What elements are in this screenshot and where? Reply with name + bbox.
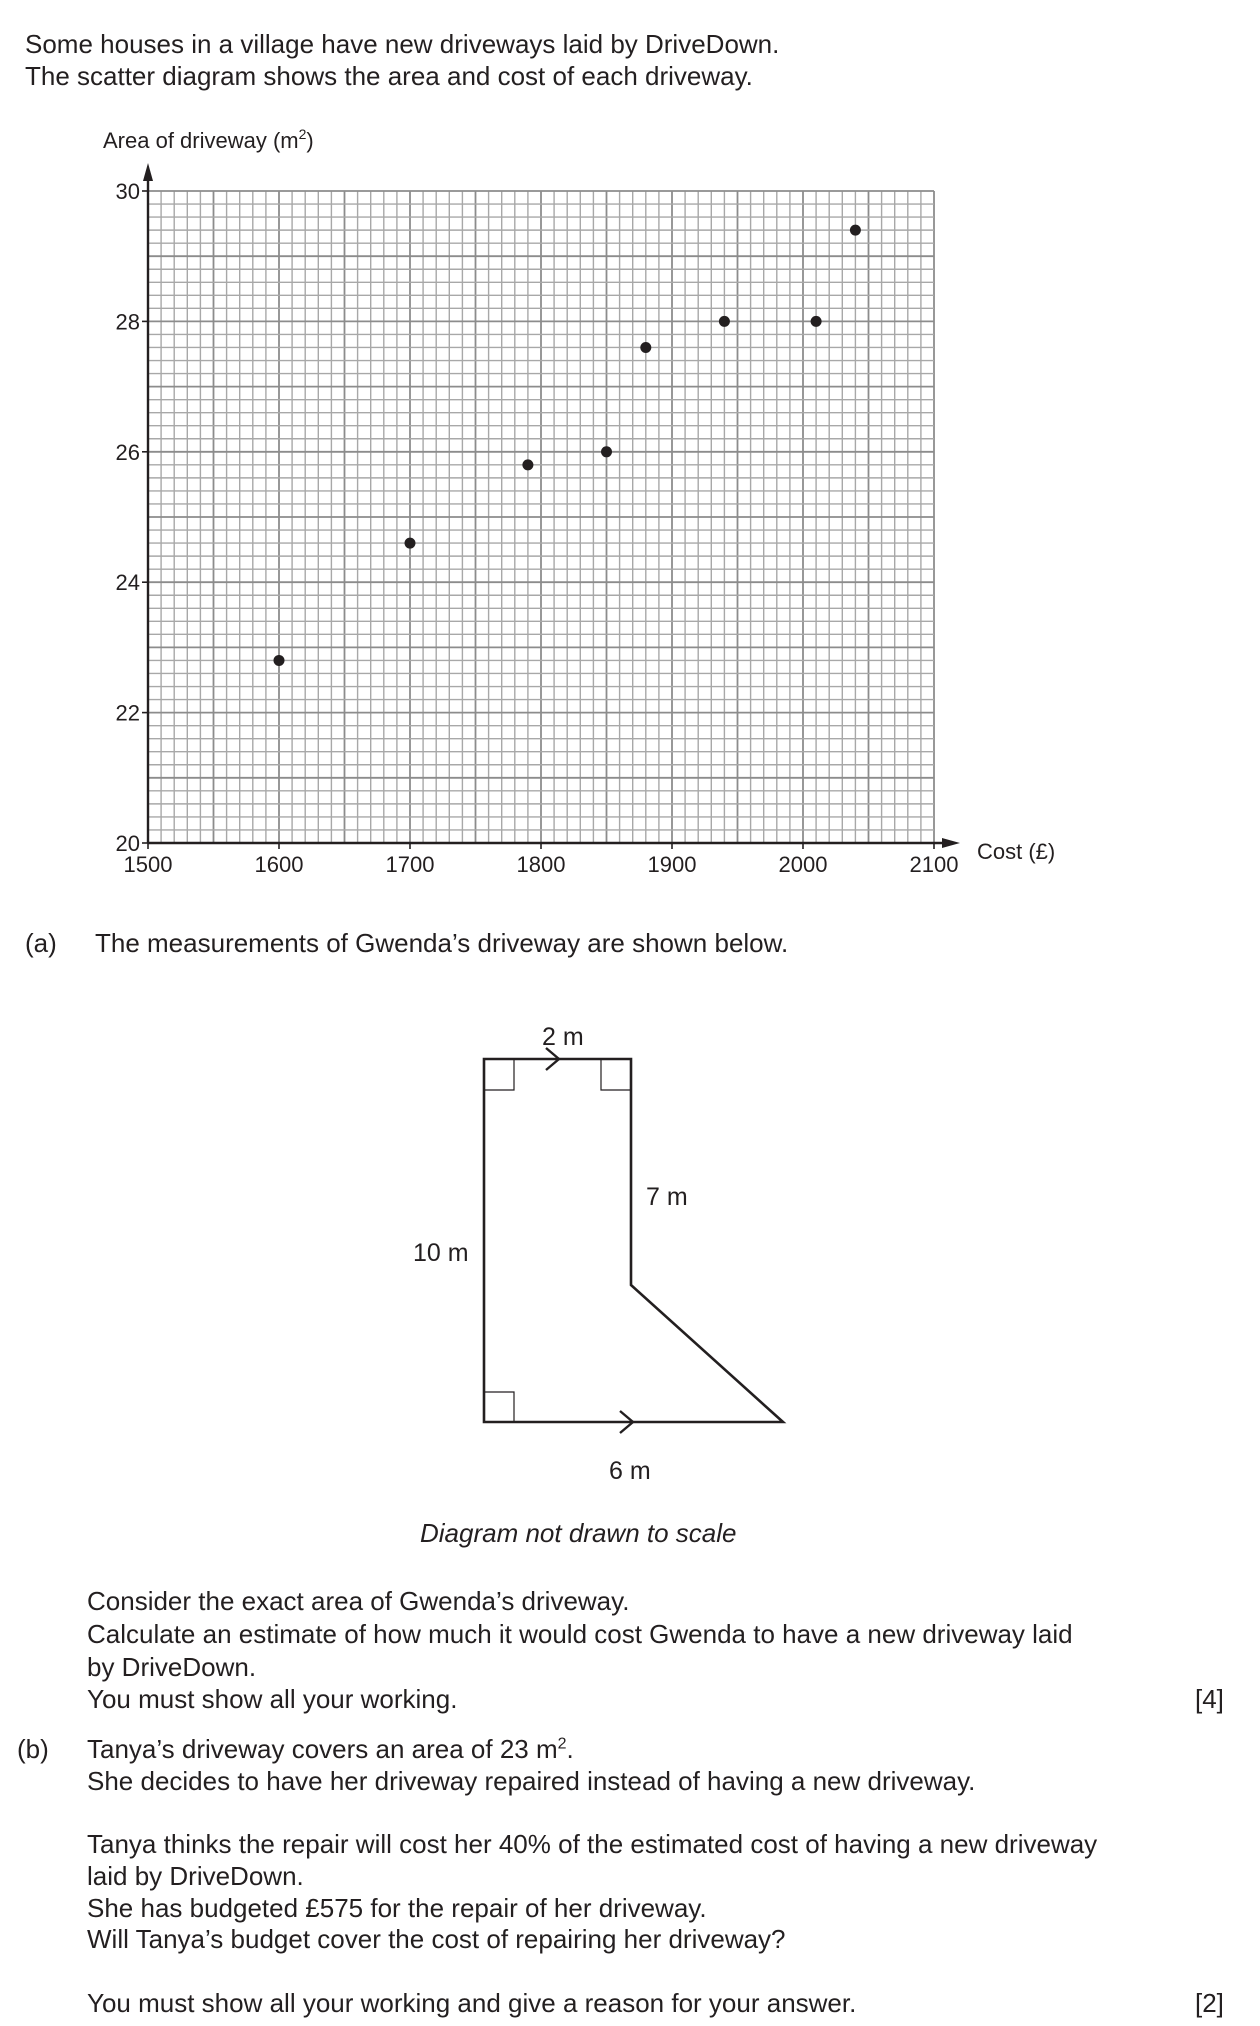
left-side-label: 10 m xyxy=(413,1239,469,1267)
diagram-caption: Diagram not drawn to scale xyxy=(420,1518,737,1548)
y-tick-label: 28 xyxy=(115,309,140,335)
part-a-intro: The measurements of Gwenda’s driveway are shown below. xyxy=(95,928,789,958)
right-angle-marker-top-left xyxy=(484,1059,514,1090)
part-b-para-line: She has budgeted £575 for the repair of her driveway. xyxy=(87,1893,707,1923)
part-a-line: You must show all your working. xyxy=(87,1684,458,1714)
part-a-marks: [4] xyxy=(1195,1684,1224,1714)
x-tick-label: 1500 xyxy=(123,852,173,877)
x-tick-label: 1800 xyxy=(516,852,566,877)
driveway-outline xyxy=(484,1059,783,1422)
part-b-para-line: Tanya thinks the repair will cost her 40% of the estimated cost of having a new driveway xyxy=(87,1829,1098,1859)
x-tick-label: 1700 xyxy=(385,852,435,877)
x-axis-label: Cost (£) xyxy=(977,839,1056,864)
y-tick-label: 30 xyxy=(115,179,140,204)
x-tick-label: 2100 xyxy=(909,852,959,877)
x-tick-label: 1600 xyxy=(254,852,304,877)
x-tick-label: 2000 xyxy=(778,852,828,877)
y-tick-label: 24 xyxy=(115,570,140,596)
y-tick-label: 22 xyxy=(115,700,140,726)
part-a-line: Calculate an estimate of how much it would cost Gwenda to have a new driveway laid xyxy=(87,1619,1073,1649)
bottom-side-label: 6 m xyxy=(609,1457,651,1485)
y-tick-label: 20 xyxy=(115,831,140,856)
top-side-label: 2 m xyxy=(542,1023,584,1051)
squared-superscript: 2 xyxy=(557,1735,567,1753)
right-upper-side-label: 7 m xyxy=(646,1183,688,1211)
part-a-line: Consider the exact area of Gwenda’s driveway. xyxy=(87,1586,630,1616)
part-b-line-1-end: . xyxy=(566,1734,574,1764)
x-tick-label: 1900 xyxy=(647,852,697,877)
part-a-label: (a) xyxy=(25,928,57,958)
intro-line-2: The scatter diagram shows the area and cost of each driveway. xyxy=(25,61,753,91)
part-b-para-line: Will Tanya’s budget cover the cost of repairing her driveway? xyxy=(87,1924,786,1954)
right-angle-marker-bottom-left xyxy=(484,1392,514,1422)
part-b-line-2: She decides to have her driveway repaired instead of having a new driveway. xyxy=(87,1766,976,1796)
part-a-line: by DriveDown. xyxy=(87,1652,257,1682)
part-b-marks: [2] xyxy=(1195,1988,1224,2018)
y-axis-label: Area of driveway $(m^2)$ xyxy=(103,126,314,153)
right-angle-marker-top-right xyxy=(601,1059,631,1090)
part-b-para-line: laid by DriveDown. xyxy=(87,1861,304,1891)
part-b-line-1-text: Tanya’s driveway covers an area of 23 m xyxy=(87,1734,558,1764)
part-b-label: (b) xyxy=(17,1734,49,1764)
y-tick-label: 26 xyxy=(115,439,140,465)
intro-line-1: Some houses in a village have new driveways laid by DriveDown. xyxy=(25,29,780,59)
part-b-line-1 xyxy=(87,1733,574,1765)
part-b-final: You must show all your working and give a reason for your answer. xyxy=(87,1988,857,2018)
